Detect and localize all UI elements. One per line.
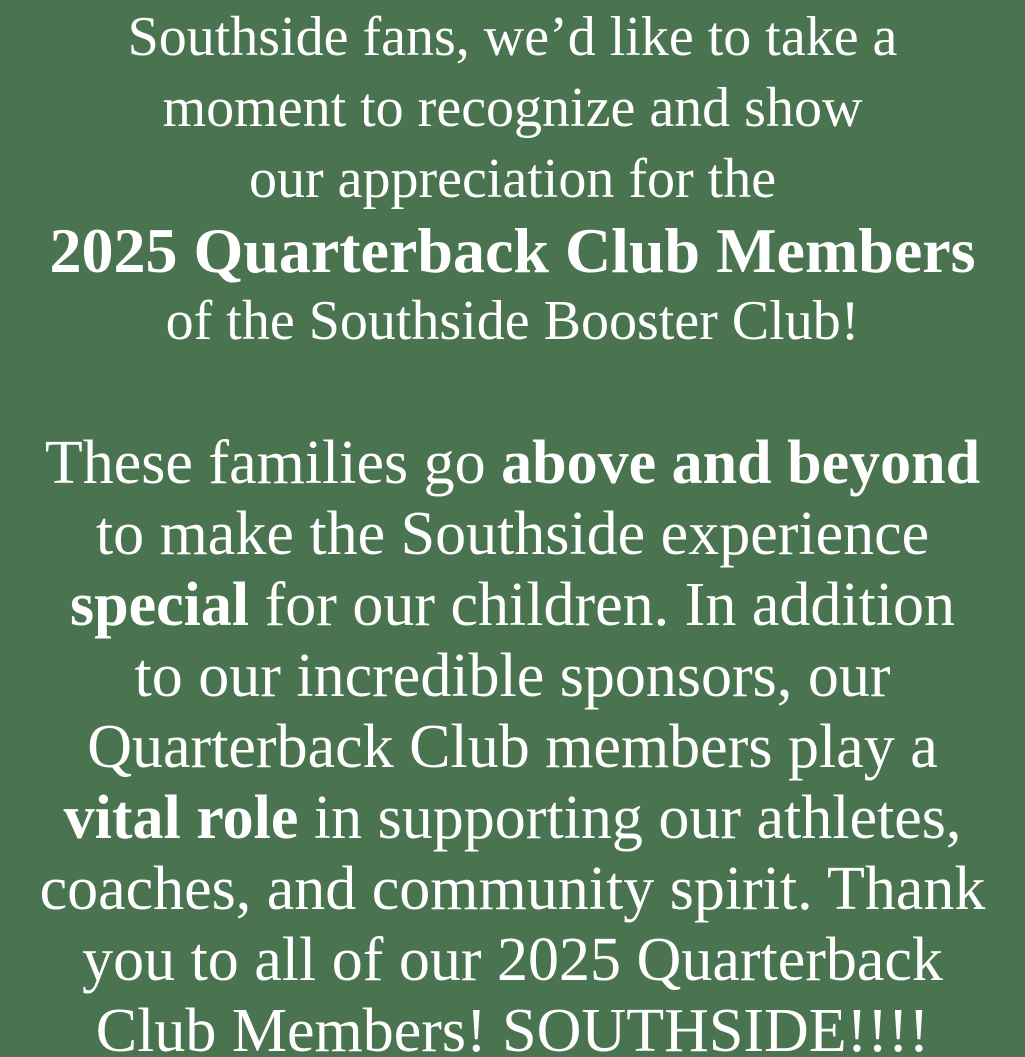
text-segment: to our incredible sponsors, our	[134, 642, 891, 710]
paragraph-spacer	[0, 357, 1025, 428]
text-line	[0, 641, 1025, 712]
text-line	[0, 783, 1025, 854]
text-line	[0, 854, 1025, 925]
text-segment: Southside fans, we’d like to take a	[127, 6, 898, 68]
text-segment: Quarterback Club members play a	[87, 713, 938, 781]
text-segment: our appreciation for the	[248, 148, 777, 210]
text-segment: for our children. In addition	[249, 571, 956, 639]
text-line	[0, 144, 1025, 215]
text-segment: These families go	[44, 429, 502, 497]
text-line	[0, 712, 1025, 783]
emphasis-text: 2025 Quarterback Club Members	[49, 215, 976, 286]
text-line	[0, 2, 1025, 73]
text-segment: to make the Southside experience	[95, 500, 930, 568]
text-line	[0, 73, 1025, 144]
text-segment: coaches, and community spirit. Thank	[39, 855, 986, 923]
text-line	[0, 570, 1025, 641]
body-paragraph	[0, 428, 1025, 1057]
text-line	[0, 286, 1025, 357]
text-line	[0, 925, 1025, 996]
text-line	[0, 499, 1025, 570]
text-segment: moment to recognize and show	[162, 77, 863, 139]
text-line	[0, 428, 1025, 499]
text-segment: of the Southside Booster Club!	[165, 290, 860, 352]
intro-paragraph	[0, 2, 1025, 357]
text-line-quarterback-club-members	[0, 215, 1025, 286]
text-segment: Club Members! SOUTHSIDE!!!!	[95, 997, 930, 1057]
text-segment: in supporting our athletes,	[298, 784, 962, 852]
text-line-southside-cheer	[0, 996, 1025, 1057]
emphasis-text: above and beyond	[501, 429, 981, 497]
emphasis-text: vital role	[63, 784, 299, 852]
emphasis-text: special	[69, 571, 250, 639]
text-segment: you to all of our 2025 Quarterback	[82, 926, 943, 994]
